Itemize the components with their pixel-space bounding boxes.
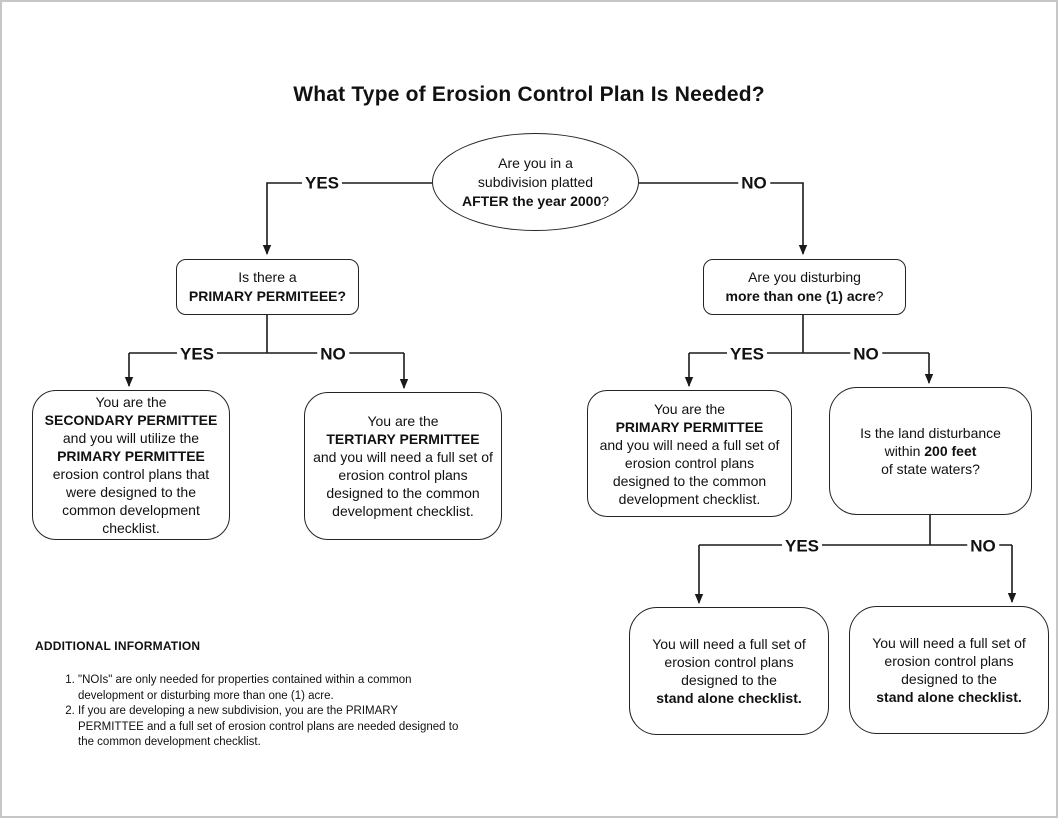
notes-header: ADDITIONAL INFORMATION (35, 639, 201, 653)
node-standalone-checklist-result-yes-text: You will need a full set of erosion control plans designed to the stand alone checklist. (652, 636, 806, 706)
branch-label-left-no: NO (317, 346, 349, 363)
node-standalone-checklist-result-no-text: You will need a full set of erosion control plans designed to the stand alone checklist. (872, 635, 1026, 705)
node-state-waters-question-text: Is the land disturbance within 200 feet of state waters? (860, 425, 1001, 477)
node-tertiary-permittee-result (304, 392, 502, 540)
node-acre-question (703, 259, 906, 315)
edge-root-no (639, 183, 803, 254)
node-state-waters-question (829, 387, 1032, 515)
node-standalone-checklist-result-no (849, 606, 1049, 734)
branch-label-water-yes: YES (782, 538, 822, 555)
node-standalone-checklist-result-yes (629, 607, 829, 735)
node-secondary-permittee-result-text: You are the SECONDARY PERMITTEE and you will utilize the PRIMARY PERMITTEE erosion control plans that were designed to the common development checklist. (44, 394, 218, 536)
notes-list (62, 673, 464, 751)
node-root-question-text: Are you in a subdivision platted AFTER the year 2000? (461, 154, 610, 209)
branch-label-right-no: NO (850, 346, 882, 363)
branch-label-water-no: NO (967, 538, 999, 555)
additional-information-section (35, 639, 459, 751)
branch-label-root-yes: YES (302, 175, 342, 192)
node-primary-permittee-result-text: You are the PRIMARY PERMITTEE and you will need a full set of erosion control plans designed to the common development checklist. (599, 400, 780, 507)
branch-label-left-yes: YES (177, 346, 217, 363)
edge-root-yes (267, 183, 432, 254)
node-tertiary-permittee-result-text: You are the TERTIARY PERMITTEE and you will need a full set of erosion control plans designed to the common development checklist. (313, 413, 493, 519)
node-root-question (432, 133, 639, 231)
node-primary-permittee-result (587, 390, 792, 517)
node-primary-permittee-question (176, 259, 359, 315)
node-secondary-permittee-result (32, 390, 230, 540)
note-item-1: 1. "NOIs" are only needed for properties contained within a common development or disturbing more than one (1) acre. (78, 673, 464, 704)
note-item-2: 2. If you are developing a new subdivision, you are the PRIMARY PERMITTEE and a full set of erosion control plans are needed designed to the common development checklist. (78, 704, 464, 751)
page-title: What Type of Erosion Control Plan Is Needed? (293, 83, 765, 106)
branch-label-right-yes: YES (727, 346, 767, 363)
node-primary-permittee-question-text: Is there a PRIMARY PERMITEEE? (188, 269, 347, 304)
node-acre-question-text: Are you disturbing more than one (1) acre? (725, 269, 884, 304)
branch-label-root-no: NO (738, 175, 770, 192)
